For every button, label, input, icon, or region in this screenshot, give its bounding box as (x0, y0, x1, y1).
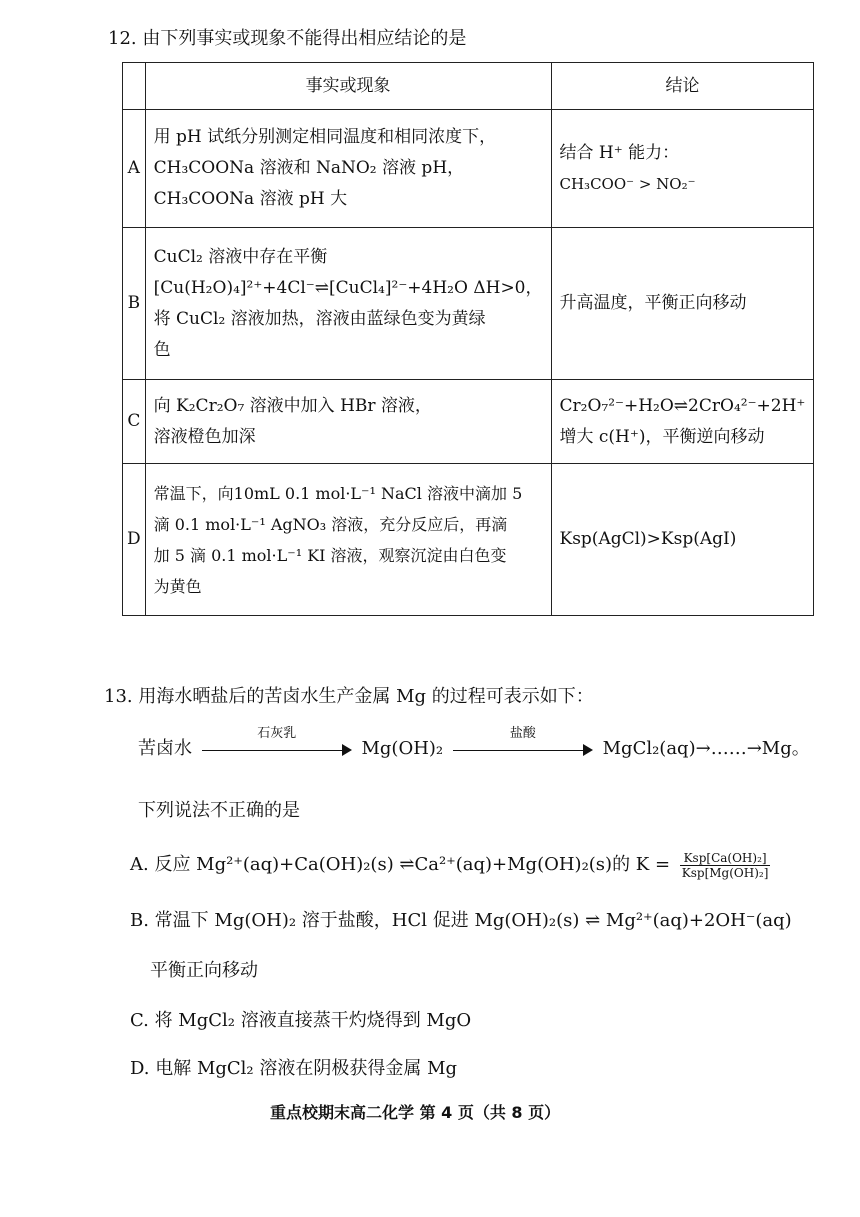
fact-line: [Cu(H₂O)₄]²⁺+4Cl⁻⇌[CuCl₄]²⁻+4H₂O ΔH>0， (153, 277, 543, 298)
row-letter: C (123, 380, 146, 464)
row-letter: B (123, 228, 146, 380)
arrow-shaft (453, 750, 587, 751)
fact-line: 溶液橙色加深 (153, 426, 256, 447)
conclusion-cell (551, 228, 814, 380)
option-a-text: A. 反应 Mg²⁺(aq)+Ca(OH)₂(s) ⇌Ca²⁺(aq)+Mg(OH)₂(s)的 K = (130, 854, 671, 875)
conclusion-line: Cr₂O₇²⁻+H₂O⇌2CrO₄²⁻+2H⁺ (559, 395, 806, 416)
fact-line: CH₃COONa 溶液 pH 大 (153, 189, 348, 209)
flow-end: MgCl₂(aq)→……→Mg。 (602, 738, 810, 759)
header-fact: 事实或现象 (145, 63, 551, 110)
table-row-c (123, 380, 814, 464)
fact-line: CuCl₂ 溶液中存在平衡 (153, 246, 328, 267)
fact-line: 滴 0.1 mol·L⁻¹ AgNO₃ 溶液，充分反应后，再滴 (153, 514, 508, 534)
option-d: D. 电解 MgCl₂ 溶液在阴极获得金属 Mg (130, 1058, 458, 1079)
row-letter: D (123, 464, 146, 616)
fact-line: CH₃COONa 溶液和 NaNO₂ 溶液 pH， (153, 158, 465, 178)
fact-cell (145, 110, 551, 228)
fact-line: 将 CuCl₂ 溶液加热，溶液由蓝绿色变为黄绿 (153, 308, 486, 329)
arrow-head-icon (342, 744, 352, 756)
fact-line: 用 pH 试纸分别测定相同温度和相同浓度下， (153, 127, 497, 147)
conclusion-cell (551, 464, 814, 616)
arrow-hydrochloric-acid (453, 726, 593, 760)
fraction-denominator: Ksp[Mg(OH)₂] (681, 865, 769, 880)
conclusion-line: CH₃COO⁻ > NO₂⁻ (559, 174, 696, 193)
flow-mid: Mg(OH)₂ (361, 738, 444, 759)
fact-cell (145, 228, 551, 380)
option-a (130, 850, 770, 880)
fact-line: 向 K₂Cr₂O₇ 溶液中加入 HBr 溶液， (153, 395, 432, 416)
header-letter-cell (123, 63, 146, 110)
arrow-label: 石灰乳 (257, 726, 297, 741)
fact-cell (145, 464, 551, 616)
option-c: C. 将 MgCl₂ 溶液直接蒸干灼烧得到 MgO (130, 1010, 472, 1031)
flow-start: 苦卤水 (138, 738, 192, 759)
conclusion-cell (551, 380, 814, 464)
conclusion-line: 增大 c(H⁺)，平衡逆向移动 (559, 426, 765, 447)
table-row-d (123, 464, 814, 616)
option-b-line2: 平衡正向移动 (150, 960, 258, 981)
conclusion-cell (551, 110, 814, 228)
arrow-shaft (202, 750, 346, 751)
fact-line: 色 (153, 339, 171, 360)
arrow-lime-milk (202, 726, 352, 760)
question-12-title: 12. 由下列事实或现象不能得出相应结论的是 (108, 28, 467, 49)
table-header-row (123, 63, 814, 110)
row-letter: A (123, 110, 146, 228)
fact-line: 加 5 滴 0.1 mol·L⁻¹ KI 溶液，观察沉淀由白色变 (153, 545, 507, 565)
table-row-a (123, 110, 814, 228)
k-fraction (680, 851, 771, 880)
arrow-label: 盐酸 (509, 726, 536, 741)
page-footer: 重点校期末高二化学 第 4 页（共 8 页） (270, 1103, 561, 1122)
conclusion-line: 结合 H⁺ 能力： (559, 142, 680, 163)
arrow-head-icon (583, 744, 593, 756)
q12-table (122, 62, 814, 616)
conclusion-line: Ksp(AgCl)>Ksp(AgI) (559, 529, 737, 549)
table-row-b (123, 228, 814, 380)
fact-cell (145, 380, 551, 464)
fact-line: 常温下，向10mL 0.1 mol·L⁻¹ NaCl 溶液中滴加 5 (153, 483, 523, 503)
fraction-numerator: Ksp[Ca(OH)₂] (680, 851, 771, 866)
conclusion-line: 升高温度，平衡正向移动 (559, 293, 747, 313)
header-conclusion: 结论 (551, 63, 814, 110)
q13-prompt: 下列说法不正确的是 (138, 800, 300, 821)
fact-line: 为黄色 (153, 576, 202, 596)
question-13-title: 13. 用海水晒盐后的苦卤水生产金属 Mg 的过程可表示如下： (104, 686, 594, 707)
process-flow (138, 726, 810, 760)
option-b-line1: B. 常温下 Mg(OH)₂ 溶于盐酸，HCl 促进 Mg(OH)₂(s) ⇌ Mg²⁺(aq)+2OH⁻(aq) (130, 910, 792, 931)
